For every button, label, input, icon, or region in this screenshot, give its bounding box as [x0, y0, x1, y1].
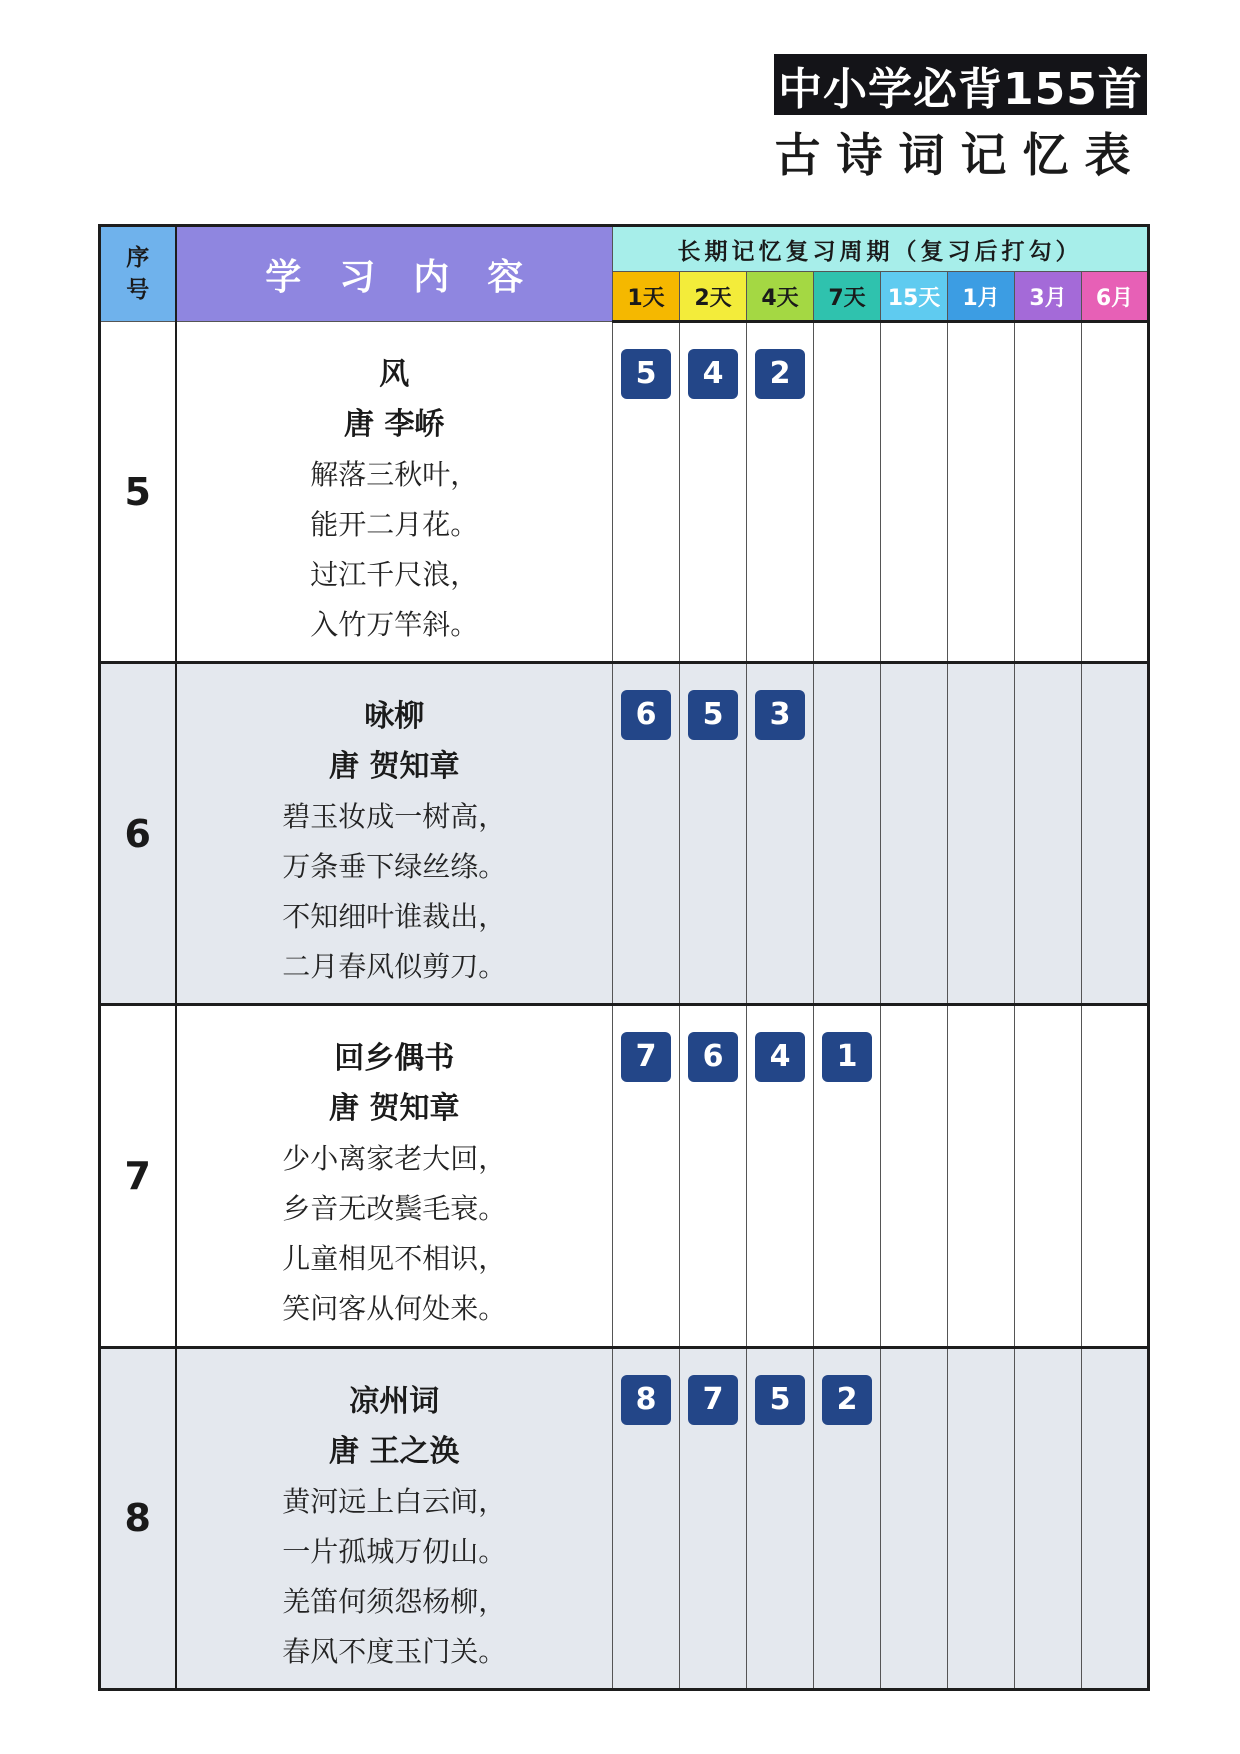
review-cell-0[interactable]: [613, 663, 680, 1005]
seq-number: 8: [100, 1347, 176, 1689]
poem-line: 过江千尺浪，: [310, 558, 479, 591]
review-cell-1[interactable]: [680, 1347, 747, 1689]
review-cell-7[interactable]: [1082, 322, 1149, 663]
review-cell-2[interactable]: [747, 322, 814, 663]
poem-line: 入竹万竿斜。: [310, 608, 479, 641]
poem-author: 唐 李峤: [344, 407, 445, 442]
poem-title: 风: [379, 357, 410, 392]
review-cell-6[interactable]: [1015, 1347, 1082, 1689]
review-badge: 6: [621, 690, 671, 740]
page-title: 中小学必背155首: [774, 54, 1147, 115]
poem-line: 羌笛何须怨杨柳，: [282, 1584, 507, 1618]
seq-header: [100, 226, 176, 322]
poem-line: 乡音无改鬓毛衰。: [282, 1192, 507, 1226]
review-cell-3[interactable]: [814, 663, 881, 1005]
seq-number: 5: [100, 322, 176, 663]
review-cell-3[interactable]: [814, 1347, 881, 1689]
poem-line: 能开二月花。: [310, 508, 479, 541]
poem-line: 解落三秋叶，: [310, 458, 479, 491]
review-badge: 5: [688, 690, 738, 740]
review-cell-2[interactable]: [747, 1005, 814, 1347]
poem-author: 唐 王之涣: [329, 1433, 460, 1469]
review-cell-0[interactable]: [613, 1005, 680, 1347]
day-header-4: 15天: [881, 272, 948, 322]
review-cell-6[interactable]: [1015, 322, 1082, 663]
day-header-7: 6月: [1082, 272, 1149, 322]
review-cell-4[interactable]: [881, 1005, 948, 1347]
poem-content: [177, 664, 613, 992]
review-cell-4[interactable]: [881, 322, 948, 663]
poem-title: 回乡偶书: [334, 1041, 455, 1077]
review-cell-1[interactable]: [680, 322, 747, 663]
review-badge: 3: [755, 690, 805, 740]
review-badge: 7: [688, 1375, 738, 1425]
day-header-1: 2天: [680, 272, 747, 322]
seq-header-line-1: 序: [126, 245, 150, 271]
review-badge: 2: [822, 1375, 872, 1425]
review-badge: 7: [621, 1032, 671, 1082]
day-header-6: 3月: [1015, 272, 1082, 322]
review-cell-6[interactable]: [1015, 663, 1082, 1005]
poem-title: 凉州词: [349, 1383, 440, 1419]
poem-line: 碧玉妆成一树高，: [282, 800, 507, 834]
poem-line: 儿童相见不相识，: [282, 1242, 507, 1276]
review-badge: 5: [755, 1375, 805, 1425]
poem-title: 咏柳: [364, 699, 425, 735]
table-row: [100, 1347, 1149, 1689]
review-badge: 1: [822, 1032, 872, 1082]
poem-line: 二月春风似剪刀。: [282, 950, 507, 984]
review-cell-5[interactable]: [948, 1005, 1015, 1347]
review-cycle-header: 长期记忆复习周期（复习后打勾）: [613, 226, 1149, 272]
review-badge: 4: [688, 349, 738, 399]
poem-author: 唐 贺知章: [329, 1091, 460, 1127]
review-cell-2[interactable]: [747, 663, 814, 1005]
seq-header-line-2: 号: [126, 277, 150, 303]
review-cell-6[interactable]: [1015, 1005, 1082, 1347]
day-header-3: 7天: [814, 272, 881, 322]
review-badge: 4: [755, 1032, 805, 1082]
review-cell-0[interactable]: [613, 1347, 680, 1689]
review-cell-2[interactable]: [747, 1347, 814, 1689]
poem-content: [177, 1349, 613, 1677]
poem-line: 黄河远上白云间，: [282, 1484, 507, 1518]
poem-cell: [176, 1347, 613, 1689]
poem-author: 唐 贺知章: [329, 749, 460, 785]
page-subtitle: 古诗词记忆表: [774, 128, 1147, 182]
memory-table: [98, 224, 1150, 1691]
review-cell-7[interactable]: [1082, 663, 1149, 1005]
table-row: [100, 663, 1149, 1005]
review-cell-3[interactable]: [814, 322, 881, 663]
poem-line: 一片孤城万仞山。: [282, 1534, 507, 1568]
review-cell-7[interactable]: [1082, 1347, 1149, 1689]
review-badge: 5: [621, 349, 671, 399]
table-row: [100, 322, 1149, 663]
poem-line: 不知细叶谁裁出，: [282, 900, 507, 934]
review-cell-0[interactable]: [613, 322, 680, 663]
review-cell-7[interactable]: [1082, 1005, 1149, 1347]
poem-line: 万条垂下绿丝绦。: [282, 850, 507, 884]
day-header-5: 1月: [948, 272, 1015, 322]
content-header: 学习内容: [176, 226, 613, 322]
poem-cell: [176, 663, 613, 1005]
review-cell-4[interactable]: [881, 1347, 948, 1689]
review-cell-4[interactable]: [881, 663, 948, 1005]
review-cell-1[interactable]: [680, 1005, 747, 1347]
poem-line: 春风不度玉门关。: [282, 1634, 507, 1668]
day-header-2: 4天: [747, 272, 814, 322]
review-cell-5[interactable]: [948, 322, 1015, 663]
poem-line: 笑问客从何处来。: [282, 1292, 507, 1326]
poem-cell: [176, 1005, 613, 1347]
day-header-0: 1天: [613, 272, 680, 322]
seq-number: 7: [100, 1005, 176, 1347]
poem-content: [177, 322, 613, 650]
review-badge: 2: [755, 349, 805, 399]
poem-rows: [100, 322, 1149, 1690]
poem-line: 少小离家老大回，: [282, 1142, 507, 1176]
review-badge: 6: [688, 1032, 738, 1082]
review-cell-5[interactable]: [948, 1347, 1015, 1689]
review-cell-3[interactable]: [814, 1005, 881, 1347]
review-cell-5[interactable]: [948, 663, 1015, 1005]
table-row: [100, 1005, 1149, 1347]
seq-number: 6: [100, 663, 176, 1005]
review-badge: 8: [621, 1375, 671, 1425]
review-cell-1[interactable]: [680, 663, 747, 1005]
poem-cell: [176, 322, 613, 663]
poem-content: [177, 1006, 613, 1334]
